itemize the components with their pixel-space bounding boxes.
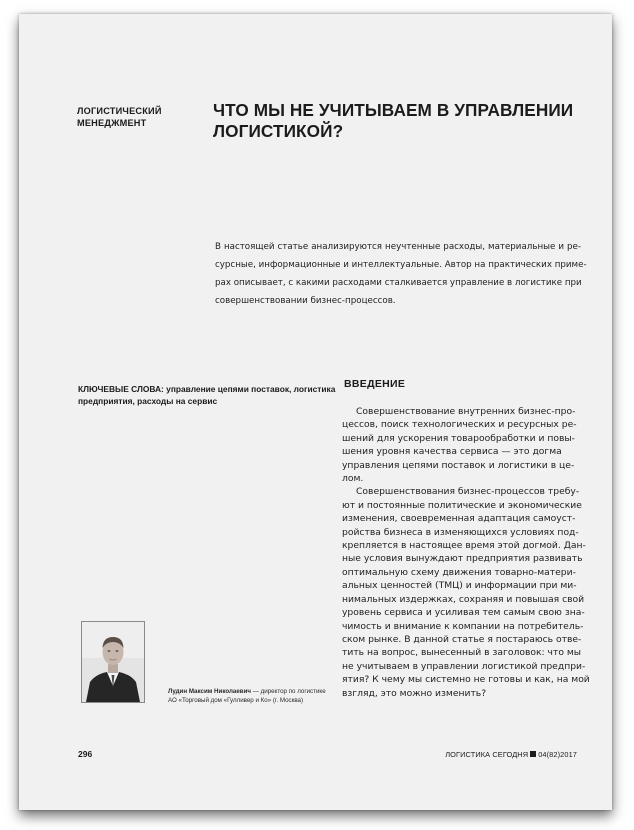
article-title-line: ЧТО МЫ НЕ УЧИТЫВАЕМ В УПРАВЛЕНИИ: [213, 100, 574, 120]
body-line: альных ценностей (ТМЦ) и информации при ми-: [342, 580, 577, 592]
page-number: 296: [78, 749, 93, 759]
abstract-line: сурсные, информационные и интеллектуальные. Автор на практических приме-: [215, 260, 587, 270]
body-line: крепляется в настоящее время этой догмой. Дан-: [342, 540, 586, 552]
journal-issue: 04(82)2017: [538, 750, 577, 759]
body-line: шения уровня качества сервиса — это догма: [342, 446, 562, 458]
author-portrait-image: [82, 622, 144, 702]
author-role: — директор по логистике: [250, 688, 326, 695]
journal-page: [19, 14, 612, 810]
author-line-1: [168, 687, 338, 696]
article-title-line: ЛОГИСТИКОЙ?: [213, 121, 344, 141]
abstract-line: совершенствовании бизнес-процессов.: [215, 296, 396, 306]
body-line: шений для ускорения товарообработки и повы-: [342, 432, 575, 444]
keywords: [78, 383, 336, 407]
keywords-text: управление цепями поставок, логистика: [166, 384, 336, 394]
body-line: ные условия вынуждают предприятия развивать: [342, 553, 583, 565]
body-line: уровень сервиса и усиливая тем самым свою зна-: [342, 607, 585, 619]
article-title: [213, 100, 593, 142]
body-line: ском рынке. В данной статье я постараюсь отве-: [342, 633, 582, 645]
keywords-title: КЛЮЧЕВЫЕ СЛОВА:: [78, 384, 164, 394]
abstract-line: рах описывает, с какими расходами сталкивается управление в логистике при: [215, 278, 582, 288]
keywords-text: предприятия, расходы на сервис: [78, 396, 218, 406]
keywords-line-1: [78, 383, 336, 395]
author-info: [168, 687, 338, 705]
square-bullet-icon: [530, 751, 536, 757]
section-label-line: МЕНЕДЖМЕНТ: [77, 118, 147, 128]
author-company: АО «Торговый дом «Гулливер и Ко» (г. Москва): [168, 697, 304, 704]
body-line: управления цепями поставок и логистики в це-: [342, 459, 575, 471]
intro-heading: ВВЕДЕНИЕ: [344, 378, 406, 390]
body-text: [342, 405, 589, 700]
author-name: Лудин Максим Николаевич: [168, 688, 251, 695]
body-line: изменения, своевременная адаптация самоуст-: [342, 513, 576, 525]
body-line: ройства бизнеса в изменяющихся условиях под-: [342, 526, 579, 538]
section-label: [77, 105, 197, 129]
body-line: оптимальную схему движения товарно-матери-: [342, 566, 576, 578]
body-line: взгляд, это можно изменить?: [342, 687, 487, 699]
section-label-line: ЛОГИСТИЧЕСКИЙ: [77, 106, 162, 116]
abstract-line: В настоящей статье анализируются неучтенные расходы, материальные и ре-: [215, 242, 581, 252]
author-photo: [81, 621, 145, 703]
body-line: цессов, поиск технологических и ресурсных ре-: [342, 419, 577, 431]
body-line: чимость и внимание к компании на потребитель-: [342, 620, 584, 632]
body-line: не учитываем в управлении логистикой предпри-: [342, 660, 586, 672]
body-line: нимальных издержках, сохраняя и повышая свой: [342, 593, 585, 605]
body-line: Совершенствования бизнес-процессов требу-: [356, 486, 580, 498]
body-line: тить на вопрос, вынесенный в заголовок: что мы: [342, 647, 582, 659]
body-line: ятия? К чему мы системно не готовы и как, на мой: [342, 674, 590, 686]
abstract: [215, 238, 587, 310]
journal-name: ЛОГИСТИКА СЕГОДНЯ: [445, 750, 529, 759]
journal-footer: [445, 750, 577, 759]
body-line: Совершенствование внутренних бизнес-про-: [356, 406, 576, 417]
body-line: лом.: [342, 473, 364, 485]
body-line: ют и постоянные политические и экономические: [342, 499, 582, 511]
